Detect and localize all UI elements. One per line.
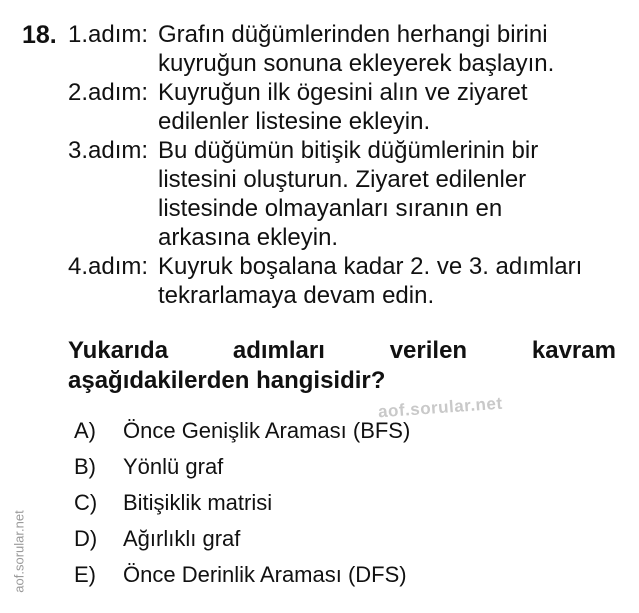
step-line: Grafın düğümlerinden herhangi birini [158,21,548,48]
step-line: edilenler listesine ekleyin. [158,108,431,135]
prompt-word: adımları [232,337,325,364]
step-2 [68,78,608,136]
question-prompt [68,336,616,396]
step-text [158,136,608,252]
step-line: arkasına ekleyin. [158,224,339,251]
prompt-line-1 [68,336,616,366]
step-text [158,78,608,136]
option-letter: E) [74,562,96,587]
step-line: listesinde olmayanları sıranın en [158,195,503,222]
step-line: Kuyruk boşalana kadar 2. ve 3. adımları [158,253,583,280]
option-a[interactable] [74,418,574,454]
step-4 [68,252,608,310]
option-d[interactable] [74,526,574,562]
side-watermark: aof.sorular.net [11,510,27,593]
watermark: aof.sorular.net [377,393,504,422]
step-label: 2.adım: [68,79,149,106]
option-text: Önce Genişlik Araması (BFS) [123,418,411,443]
step-3 [68,136,608,252]
prompt-word: kavram [531,337,616,364]
step-line: kuyruğun sonuna ekleyerek başlayın. [158,50,555,77]
option-text: Ağırlıklı graf [123,526,241,551]
question-number: 18. [22,21,57,49]
option-letter: C) [74,490,98,515]
step-label: 3.adım: [68,137,149,164]
step-line: Bu düğümün bitişik düğümlerinin bir [158,137,539,164]
step-line: Kuyruğun ilk ögesini alın ve ziyaret [158,79,528,106]
step-label: 1.adım: [68,21,149,48]
option-text: Yönlü graf [123,454,224,479]
prompt-word: verilen [389,337,468,364]
prompt-word: Yukarıda [68,337,169,364]
option-text: Önce Derinlik Araması (DFS) [123,562,407,587]
option-letter: B) [74,454,96,479]
answer-options [74,418,574,598]
step-line: tekrarlamaya devam edin. [158,282,435,309]
option-b[interactable] [74,454,574,490]
option-letter: A) [74,418,96,443]
option-text: Bitişiklik matrisi [123,490,273,515]
step-label: 4.adım: [68,253,149,280]
step-text [158,20,608,78]
prompt-line-2: aşağıdakilerden hangisidir? [68,367,386,394]
step-1 [68,20,608,78]
option-letter: D) [74,526,98,551]
step-text [158,252,608,310]
option-c[interactable] [74,490,574,526]
algorithm-steps [68,20,608,310]
option-e[interactable] [74,562,574,598]
step-line: listesini oluşturun. Ziyaret edilenler [158,166,527,193]
